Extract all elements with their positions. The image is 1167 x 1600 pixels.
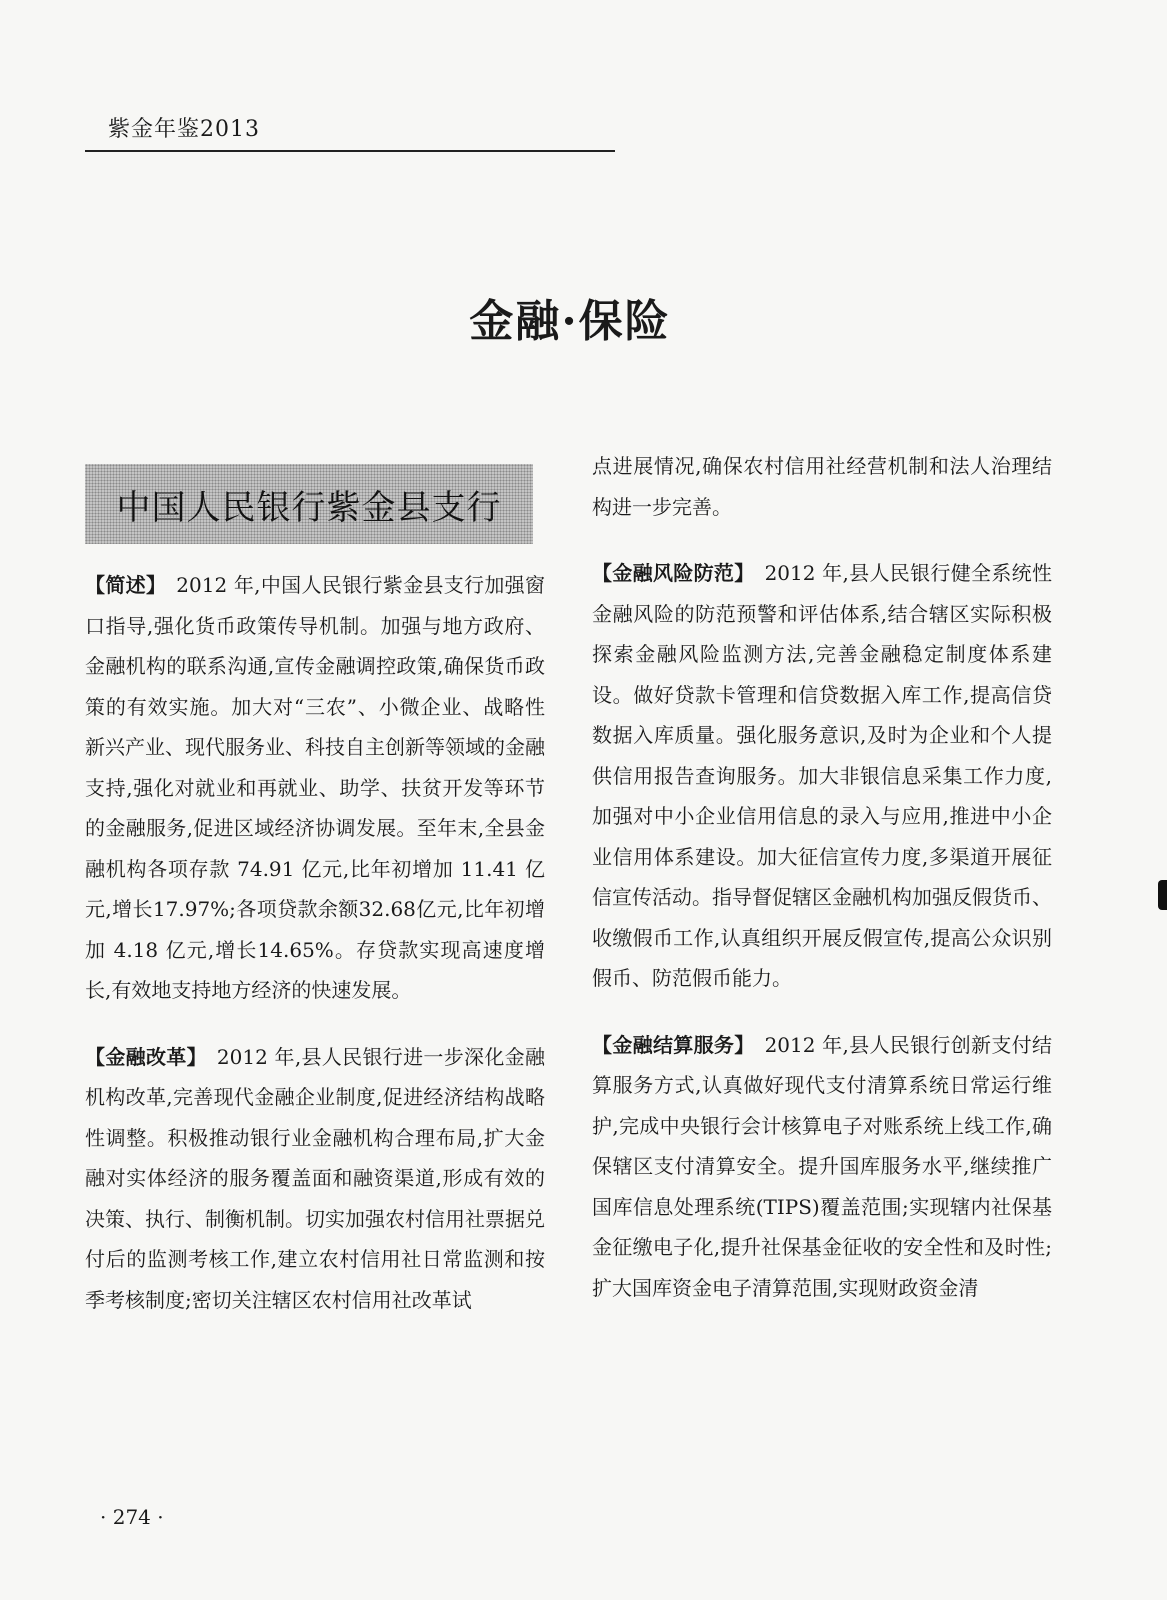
scan-edge-mark: [1158, 880, 1167, 910]
tag-overview: 【简述】: [85, 573, 167, 597]
text-overview: 2012 年,中国人民银行紫金县支行加强窗口指导,强化货币政策传导机制。加强与地方政府、金融机构的联系沟通,宣传金融调控政策,确保货币政策的有效实施。加大对“三农”、小微企业、战略性新兴产业、现代服务业、科技自主创新等领域的金融支持,强化对就业和再就业、助学、扶贫开发等环节的金融服务,促进区域经济协调发展。至年末,全县金融机构各项存款 74.91 亿元,比年初增加 11.41 亿元,增长17.97%;各项贷款余额32.68亿元,比年初增加 4.18 亿元,增长14.65%。存贷款实现高速度增长,有效地支持地方经济的快速发展。: [85, 573, 545, 1002]
text-risk: 2012 年,县人民银行健全系统性金融风险的防范预警和评估体系,结合辖区实际积极探索金融风险监测方法,完善金融稳定制度体系建设。做好贷款卡管理和信贷数据入库工作,提高信贷数据入库质量。强化服务意识,及时为企业和个人提供信用报告查询服务。加大非银信息采集工作力度,加强对中小企业信用信息的录入与应用,推进中小企业信用体系建设。加大征信宣传力度,多渠道开展征信宣传活动。指导督促辖区金融机构加强反假货币、收缴假币工作,认真组织开展反假宣传,提高公众识别假币、防范假币能力。: [592, 561, 1053, 990]
org-banner-text: 中国人民银行紫金县支行: [116, 487, 502, 528]
paragraph-reform-continued: [592, 446, 1052, 527]
left-column: [85, 565, 545, 1320]
paragraph-settlement: [592, 1025, 1052, 1309]
paragraph-gap: [85, 1011, 545, 1037]
header-rule: [85, 150, 615, 152]
org-banner: [85, 464, 533, 544]
paragraph-overview: [85, 565, 545, 1011]
text-settlement: 2012 年,县人民银行创新支付结算服务方式,认真做好现代支付清算系统日常运行维护,完成中央银行会计核算电子对账系统上线工作,确保辖区支付清算安全。提升国库服务水平,继续推广国库信息处理系统(TIPS)覆盖范围;实现辖内社保基金征缴电子化,提升社保基金征收的安全性和及时性;扩大国库资金电子清算范围,实现财政资金清: [592, 1032, 1053, 1300]
paragraph-reform: [85, 1037, 545, 1321]
tag-settlement: 【金融结算服务】: [592, 1032, 755, 1057]
tag-reform: 【金融改革】: [85, 1044, 207, 1069]
right-column: [592, 446, 1052, 1308]
paragraph-gap: [592, 999, 1052, 1025]
section-title: 金融·保险: [469, 296, 671, 347]
text-reform: 2012 年,县人民银行进一步深化金融机构改革,完善现代金融企业制度,促进经济结构战略性调整。积极推动银行业金融机构合理布局,扩大金融对实体经济的服务覆盖面和融资渠道,形成有效的决策、执行、制衡机制。切实加强农村信用社票据兑付后的监测考核工作,建立农村信用社日常监测和按季考核制度;密切关注辖区农村信用社改革试: [85, 1044, 545, 1312]
paragraph-risk: [592, 553, 1052, 999]
running-head: 紫金年鉴2013: [108, 117, 260, 142]
tag-risk: 【金融风险防范】: [592, 561, 755, 585]
paragraph-gap: [592, 527, 1052, 553]
text-reform-continued: 点进展情况,确保农村信用社经营机制和法人治理结构进一步完善。: [592, 454, 1052, 519]
page-number: · 274 ·: [100, 1505, 164, 1529]
